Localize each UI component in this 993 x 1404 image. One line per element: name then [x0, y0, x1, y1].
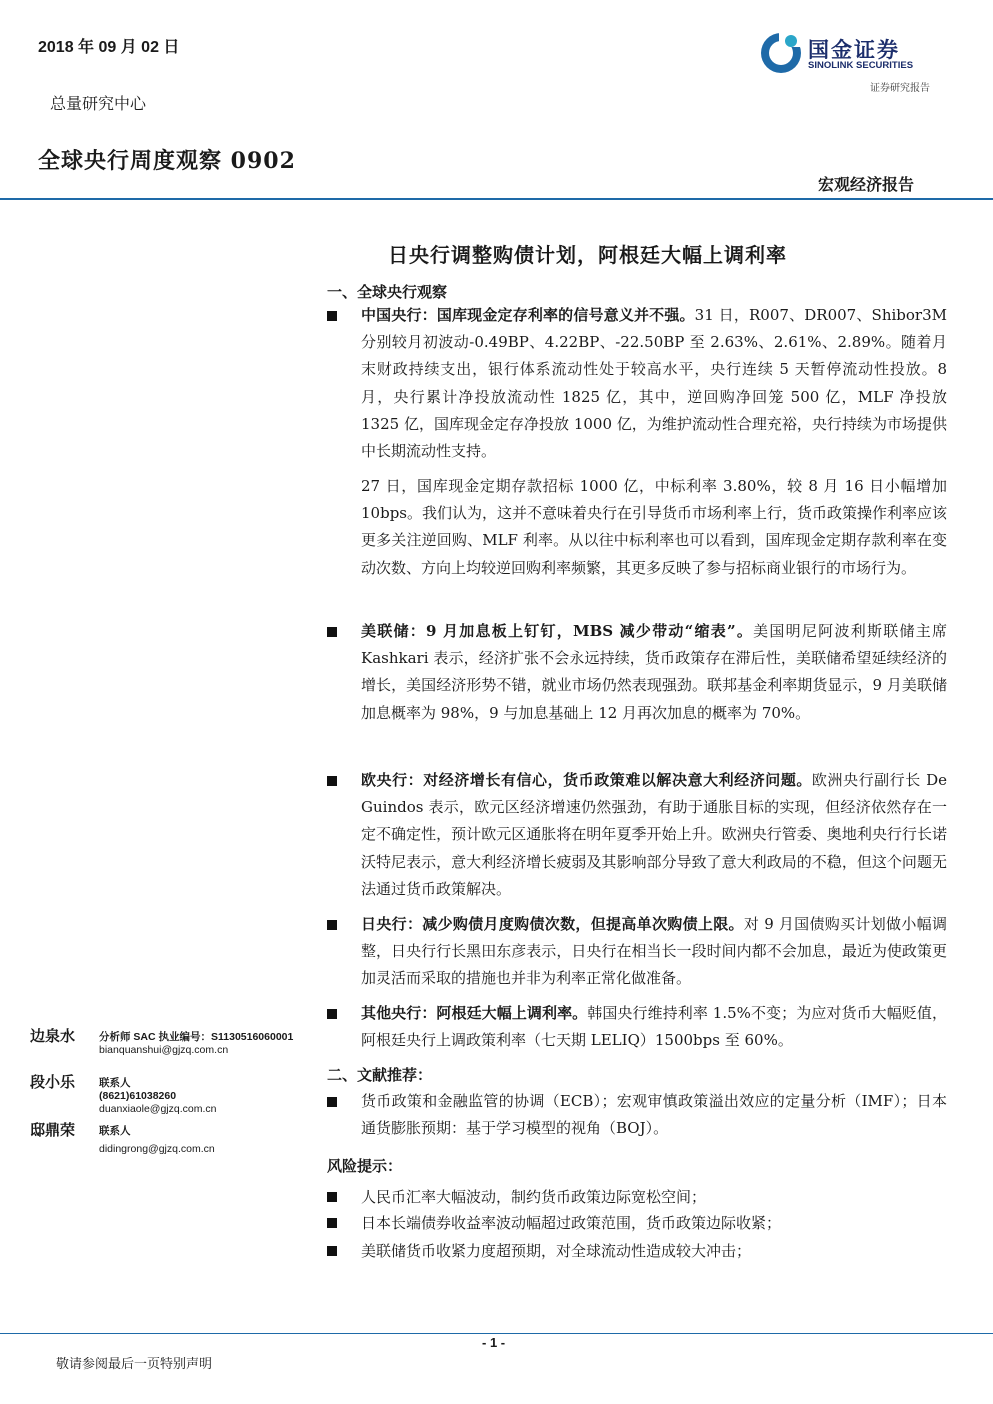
ecb-paragraph — [361, 767, 947, 903]
china-text: 31 日，R007、DR007、Shibor3M 分别较月初波动-0.49BP、4.22BP、-22.50BP 至 2.63%、2.61%、2.89%。随着月末财政持续支出，银行体系流动性处于较高水平，央行连续 5 天暂停流动性投放。8 月，央行累计净投放流动性 1825 亿，其中，逆回购净回笼 500 亿，MLF 净投放 1325 亿，国库现金定存净投放 1000 亿，为维护流动性合理充裕，央行持续为市场提供中长期流动性支持。 — [361, 306, 947, 461]
analyst-role: 分析师 SAC 执业编号：S1130516060001 — [99, 1031, 294, 1043]
china-lead: 中国央行：国库现金定存利率的信号意义并不强。 — [361, 306, 695, 324]
fed-text: 美国明尼阿波利斯联储主席 Kashkari 表示，经济扩张不会永远持续，货币政策存在滞后性，美联储希望延续经济的增长，美国经济形势不错，就业市场仍然表现强劲。联邦基金利率期货显示，9 月美联储加息概率为 98%，9 与加息基础上 12 月再次加息的概率为 70%。 — [361, 622, 947, 722]
analyst-email[interactable]: duanxiaole@gjzq.com.cn — [99, 1103, 217, 1115]
analyst-email[interactable]: bianquanshui@gjzq.com.cn — [99, 1044, 229, 1056]
risk-item: 美联储货币收紧力度超预期，对全球流动性造成较大冲击； — [361, 1242, 752, 1260]
bullet-icon — [327, 1097, 337, 1107]
analyst-phone: (8621)61038260 — [99, 1090, 177, 1102]
analyst-name: 边泉水 — [30, 1027, 76, 1045]
bullet-icon — [327, 1192, 337, 1202]
others-paragraph — [361, 1000, 947, 1054]
report-date: 2018 年 09 月 02 日 — [38, 39, 180, 56]
analyst-info — [99, 1077, 216, 1116]
section2-title: 二、文献推荐： — [327, 1066, 433, 1084]
literature-paragraph: 货币政策和金融监管的协调（ECB）；宏观审慎政策溢出效应的定量分析（IMF）；日本通货膨胀预期：基于学习模型的视角（BOJ）。 — [361, 1092, 947, 1138]
fed-lead: 美联储：9 月加息板上钉钉，MBS 减少带动“缩表”。 — [361, 622, 754, 640]
bullet-icon — [327, 627, 337, 637]
logo-name-cn: 国金证券 — [808, 38, 900, 62]
analyst-name: 段小乐 — [30, 1073, 76, 1091]
bullet-icon — [327, 311, 337, 321]
bullet-icon — [327, 1246, 337, 1256]
china-paragraph-2: 27 日，国库现金定期存款招标 1000 亿，中标利率 3.80%，较 8 月 16 日小幅增加 10bps。我们认为，这并不意味着央行在引导货币市场利率上行，货币政策操作利率应该更多关注逆回购、MLF 利率。从以往中标利率也可以看到，国库现金定期存款利率在变动次数、方向上均较逆回购利率频繁，其更多反映了参与招标商业银行的市场行为。 — [361, 477, 947, 577]
headline: 日央行调整购债计划，阿根廷大幅上调利率 — [388, 243, 787, 267]
ecb-text: 欧洲央行副行长 De Guindos 表示，欧元区经济增速仍然强劲，有助于通胀目标的实现，但经济依然存在一定不确定性，预计欧元区通胀将在明年夏季开始上升。欧洲央行管委、奥地利央行行长诺沃特尼表示，意大利经济增长疲弱及其影响部分导致了意大利政局的不稳，但这个问题无法通过货币政策解决。 — [361, 771, 947, 898]
logo-name-en: SINOLINK SECURITIES — [808, 60, 914, 71]
page-number: - 1 - — [482, 1335, 506, 1350]
analyst-info — [99, 1031, 293, 1057]
china-paragraph — [361, 302, 947, 465]
risk-item: 人民币汇率大幅波动，制约货币政策边际宽松空间； — [361, 1188, 707, 1206]
footer-disclaimer: 敬请参阅最后一页特别声明 — [56, 1357, 213, 1372]
analyst-role: 联系人 — [99, 1077, 131, 1089]
bullet-icon — [327, 1218, 337, 1228]
risk-item: 日本长端债券收益率波动幅超过政策范围，货币政策边际收紧； — [361, 1214, 782, 1232]
header-divider — [0, 198, 993, 200]
boj-paragraph — [361, 911, 947, 993]
analyst-email[interactable]: didingrong@gjzq.com.cn — [99, 1143, 215, 1155]
analyst-name: 邸鼎荣 — [30, 1121, 76, 1139]
boj-lead: 日央行：减少购债月度购债次数，但提高单次购债上限。 — [361, 915, 744, 933]
section1-title: 一、全球央行观察 — [327, 283, 448, 301]
bullet-icon — [327, 920, 337, 930]
department: 总量研究中心 — [50, 94, 147, 113]
analyst-role: 联系人 — [99, 1125, 131, 1137]
risk-title: 风险提示： — [327, 1157, 403, 1175]
report-type: 宏观经济报告 — [818, 175, 915, 194]
fed-paragraph — [361, 618, 947, 727]
others-text: 韩国央行维持利率 1.5%不变；为应对货币大幅贬值，阿根廷央行上调政策利率（七天期 LELIQ）1500bps 至 60%。 — [361, 1004, 947, 1050]
others-lead: 其他央行：阿根廷大幅上调利率。 — [361, 1004, 588, 1022]
bullet-icon — [327, 776, 337, 786]
logo-subtitle: 证券研究报告 — [870, 83, 930, 94]
report-title: 全球央行周度观察 0902 — [38, 148, 296, 174]
ecb-lead: 欧央行：对经济增长有信心，货币政策难以解决意大利经济问题。 — [361, 771, 812, 789]
footer-divider — [0, 1333, 993, 1334]
bullet-icon — [327, 1009, 337, 1019]
analyst-info — [99, 1125, 215, 1156]
boj-text: 对 9 月国债购买计划做小幅调整，日央行行长黑田东彦表示，日央行在相当长一段时间内都不会加息，最近为使政策更加灵活而采取的措施也并非为利率正常化做准备。 — [361, 915, 947, 988]
